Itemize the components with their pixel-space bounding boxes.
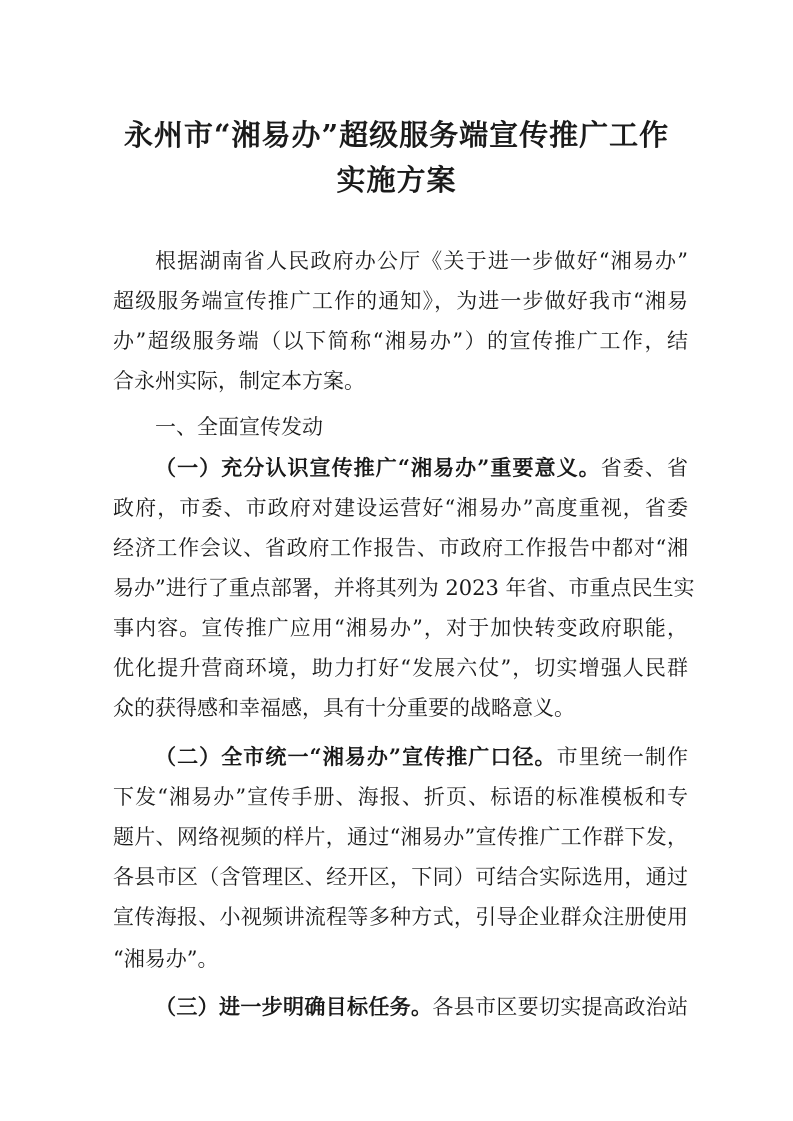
- item-1-line: 事内容。宣传推广应用“湘易办”，对于加快转变政府职能，: [113, 616, 688, 640]
- item-2-line: 各县市区（含管理区、经开区，下同）可结合实际选用，通过: [113, 865, 688, 889]
- item-3-first-line-rest: 各县市区要切实提高政治站: [432, 995, 689, 1019]
- intro-line: 根据湖南省人民政府办公厅《关于进一步做好“湘易办”: [155, 249, 688, 273]
- intro-line: 办”超级服务端（以下简称“湘易办”）的宣传推广工作，结: [113, 329, 688, 353]
- item-2-first-line: [155, 742, 688, 772]
- item-3-first-line: [155, 992, 688, 1022]
- item-2-title: （二）全市统一“湘易办”宣传推广口径。: [155, 744, 557, 769]
- item-3-title: （三）进一步明确目标任务。: [155, 994, 433, 1019]
- document-title-line-1: 永州市“湘易办”超级服务端宣传推广工作: [123, 118, 670, 152]
- item-1-line: 经济工作会议、省政府工作报告、市政府工作报告中都对“湘: [113, 536, 688, 560]
- item-2-line: 下发“湘易办”宣传手册、海报、折页、标语的标准模板和专: [113, 785, 688, 809]
- item-1-first-line-rest: 省委、省: [600, 456, 688, 480]
- item-2-line: “湘易办”。: [113, 947, 219, 971]
- intro-line: 合永州实际，制定本方案。: [113, 369, 365, 393]
- item-1-first-line: [155, 453, 688, 483]
- item-2-line: 宣传海报、小视频讲流程等多种方式，引导企业群众注册使用: [113, 905, 688, 929]
- intro-line: 超级服务端宣传推广工作的通知》，为进一步做好我市“湘易: [113, 289, 688, 313]
- item-1-line: 众的获得感和幸福感，具有十分重要的战略意义。: [113, 696, 575, 720]
- item-1-line: 政府，市委、市政府对建设运营好“湘易办”高度重视，省委: [113, 496, 688, 520]
- item-1-line: 优化提升营商环境，助力打好“发展六仗”，切实增强人民群: [113, 656, 688, 680]
- item-2-first-line-rest: 市里统一制作: [556, 745, 688, 769]
- section-heading: 一、全面宣传发动: [155, 415, 323, 439]
- item-2-line: 题片、网络视频的样片，通过“湘易办”宣传推广工作群下发，: [113, 825, 688, 849]
- item-1-title: （一）充分认识宣传推广“湘易办”重要意义。: [155, 455, 601, 480]
- item-1-line: 易办”进行了重点部署，并将其列为 2023 年省、市重点民生实: [113, 576, 695, 600]
- document-title-line-2: 实施方案: [336, 163, 457, 197]
